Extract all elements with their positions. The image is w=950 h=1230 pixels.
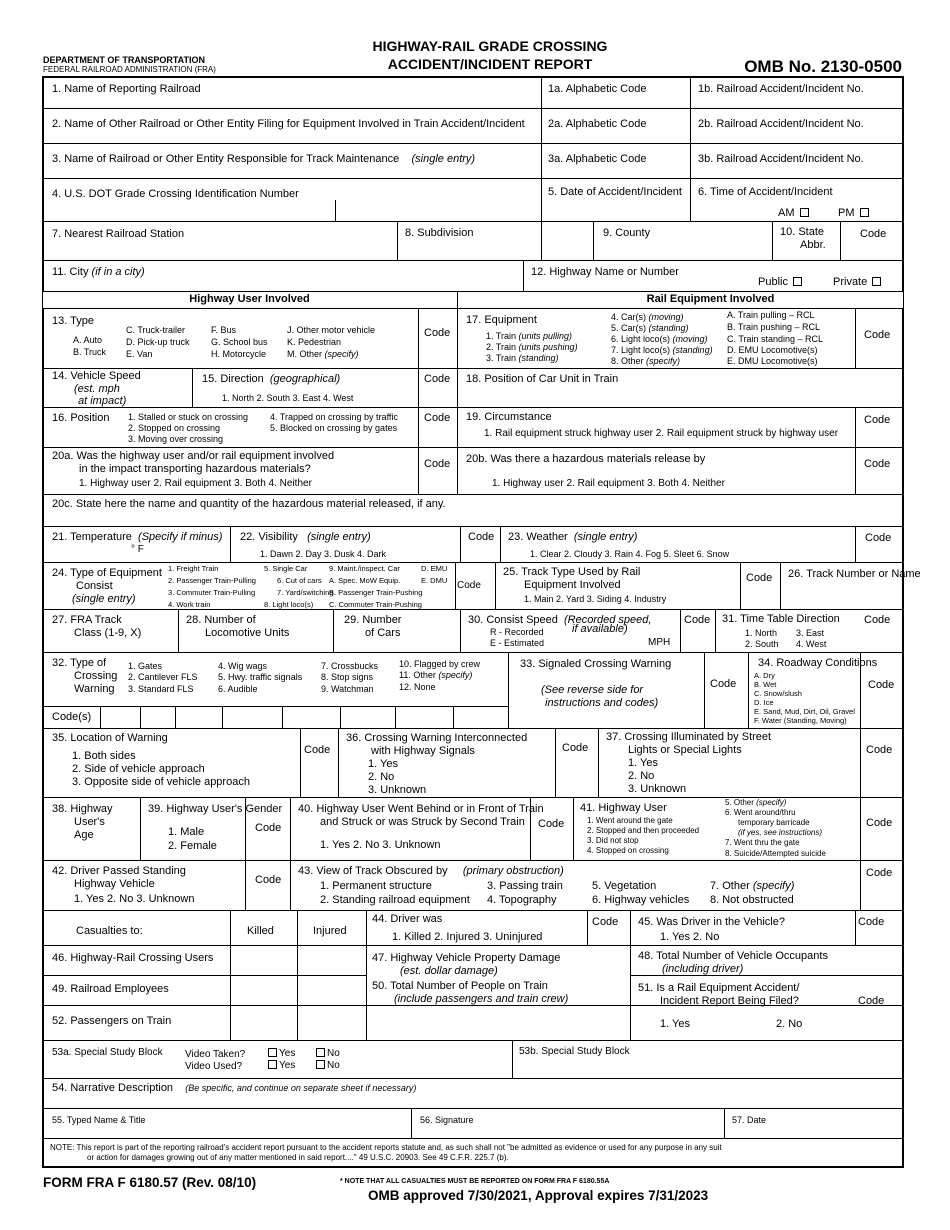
opt-13a: A. Auto — [73, 335, 103, 345]
opt-43-7: 7. Other — [710, 880, 750, 892]
opt-17-7-q: (standing) — [672, 345, 713, 355]
field-37-code: Code — [866, 744, 893, 756]
opt-17-c: C. Train standing – RCL — [727, 334, 824, 344]
opt-36-2: 2. No — [368, 771, 395, 783]
field-39-label: 39. Highway User's Gender — [148, 803, 283, 815]
field-38-label-2: User's — [74, 816, 105, 828]
opt-24-5: 5. Single Car — [264, 564, 308, 573]
video-taken-label: Video Taken? — [185, 1049, 246, 1060]
field-35-label: 35. Location of Warning — [52, 732, 168, 744]
opt-17-d: D. EMU Locomotive(s) — [727, 345, 818, 355]
opt-41-1: 1. Went around the gate — [587, 816, 673, 825]
video-used-no-checkbox[interactable] — [316, 1060, 325, 1069]
opt-16-3: 3. Moving over crossing — [128, 434, 224, 444]
field-35-code: Code — [304, 744, 331, 756]
opt-41-5: 5. Other — [725, 798, 754, 807]
field-17-code: Code — [864, 329, 891, 341]
opt-35-2: 2. Side of vehicle approach — [72, 763, 205, 775]
opt-32-1: 1. Gates — [128, 661, 163, 671]
casualty-note: * NOTE THAT ALL CASUALTIES MUST BE REPORTED ON FORM FRA F 6180.55A — [340, 1178, 610, 1185]
legal-note-1: NOTE: This report is part of the reporting railroad's accident report pursuant to the accident reports statute and, as such shall not "be admitted as evidence or used for any purpose in any suit — [50, 1143, 722, 1152]
opt-13f: F. Bus — [211, 325, 237, 335]
opt-34-e: E. Sand, Mud, Dirt, Oil, Gravel — [754, 707, 855, 716]
agency-name: FEDERAL RAILROAD ADMINISTRATION (FRA) — [43, 65, 216, 74]
field-45-options: 1. Yes 2. No — [660, 931, 720, 943]
opt-17-8: 8. Other — [611, 356, 644, 366]
opt-13g: G. School bus — [211, 337, 268, 347]
video-used-label: Video Used? — [185, 1061, 243, 1072]
specify-note-41: (specify) — [756, 798, 787, 807]
omb-number: OMB No. 2130-0500 — [744, 57, 902, 76]
field-27-label: 27. FRA Track — [52, 614, 122, 626]
field-57-label: 57. Date — [732, 1115, 767, 1125]
field-20b-options: 1. Highway user 2. Rail equipment 3. Both 4. Neither — [492, 478, 725, 489]
field-44-label: 44. Driver was — [372, 913, 443, 925]
opt-17-8-q: (specify) — [646, 356, 681, 366]
field-19-options: 1. Rail equipment struck highway user 2. Rail equipment struck by highway user — [484, 428, 839, 439]
omb-approval: OMB approved 7/30/2021, Approval expires 7/31/2023 — [368, 1188, 709, 1203]
field-51-yes: 1. Yes — [660, 1018, 690, 1030]
opt-17-a: A. Train pulling – RCL — [727, 310, 815, 320]
legal-note-2: or action for damages growing out of any matter mentioned in said report...." 49 U.S.C. 20903. See 49 C.F.R. 225.7 (b). — [87, 1153, 509, 1162]
field-34-code: Code — [868, 679, 895, 691]
opt-32-5: 5. Hwy. traffic signals — [218, 672, 303, 682]
opt-17-2: 2. Train — [486, 342, 517, 352]
opt-31-2: 2. South — [745, 639, 779, 649]
opt-24-7: 7. Yard/switching — [277, 588, 334, 597]
field-30-estimated: E - Estimated — [490, 638, 545, 648]
field-16-label: 16. Position — [52, 412, 110, 424]
opt-32-11: 11. Other — [399, 670, 436, 680]
field-3-label: 3. Name of Railroad or Other Entity Responsible for Track Maintenance — [52, 153, 400, 165]
opt-32-9: 9. Watchman — [321, 684, 374, 694]
opt-31-1: 1. North — [745, 628, 778, 638]
field-23-label: 23. Weather — [508, 531, 568, 543]
field-46-label: 46. Highway-Rail Crossing Users — [52, 952, 214, 964]
opt-37-3: 3. Unknown — [628, 783, 687, 795]
field-30-code: Code — [684, 614, 711, 626]
am-checkbox[interactable] — [800, 208, 809, 217]
field-51-code: Code — [858, 995, 885, 1007]
field-11-label: 11. City — [52, 266, 89, 278]
opt-39-2: 2. Female — [168, 840, 217, 852]
opt-17-6: 6. Light loco(s) — [611, 334, 671, 344]
opt-43-2: 2. Standing railroad equipment — [320, 894, 470, 906]
field-32-label: 32. Type of — [52, 657, 107, 669]
field-21-label: 21. Temperature — [52, 531, 132, 543]
field-10-abbr: Abbr. — [800, 239, 826, 251]
opt-37-1: 1. Yes — [628, 757, 658, 769]
field-44-options: 1. Killed 2. Injured 3. Uninjured — [392, 931, 543, 943]
opt-32-4: 4. Wig wags — [218, 661, 268, 671]
opt-31-3: 3. East — [796, 628, 825, 638]
field-33-code: Code — [710, 678, 737, 690]
fahrenheit-label: F — [137, 544, 144, 555]
opt-32-8: 8. Stop signs — [321, 672, 374, 682]
field-43-label: 43. View of Track Obscured by — [298, 865, 448, 877]
field-41-code: Code — [866, 817, 893, 829]
public-label: Public — [758, 276, 788, 288]
field-25-label-2: Equipment Involved — [524, 579, 621, 591]
killed-header: Killed — [247, 925, 274, 937]
field-36-label-2: with Highway Signals — [371, 745, 475, 757]
opt-32-7: 7. Crossbucks — [321, 661, 379, 671]
field-3a-label: 3a. Alphabetic Code — [548, 153, 647, 165]
opt-17-b: B. Train pushing – RCL — [727, 322, 821, 332]
field-23-options: 1. Clear 2. Cloudy 3. Rain 4. Fog 5. Sleet 6. Snow — [530, 549, 730, 559]
specify-note-43: (specify) — [752, 880, 795, 892]
field-14-label: 14. Vehicle Speed — [52, 370, 141, 382]
video-taken-no-checkbox[interactable] — [316, 1048, 325, 1057]
video-used-no-label: No — [327, 1060, 340, 1071]
opt-39-1: 1. Male — [168, 826, 205, 838]
field-36-code: Code — [562, 742, 589, 754]
field-22-note: (single entry) — [307, 531, 371, 543]
field-33-label: 33. Signaled Crossing Warning — [520, 658, 672, 670]
field-33-note-2: instructions and codes) — [545, 697, 659, 709]
field-23-code: Code — [865, 532, 892, 544]
field-42-label: 42. Driver Passed Standing — [52, 865, 186, 877]
field-50-note: (include passengers and train crew) — [394, 993, 569, 1005]
field-15-note: (geographical) — [269, 373, 341, 385]
field-53a-label: 53a. Special Study Block — [52, 1047, 163, 1058]
opt-16-4: 4. Trapped on crossing by traffic — [270, 412, 398, 422]
field-22-label: 22. Visibility — [240, 531, 298, 543]
degree-symbol: ° — [131, 544, 135, 555]
field-39-code: Code — [255, 822, 282, 834]
field-5-label: 5. Date of Accident/Incident — [548, 186, 682, 198]
opt-13k: K. Pedestrian — [287, 337, 342, 347]
opt-24-2: 2. Passenger Train-Pulling — [168, 576, 256, 585]
field-43-note: (primary obstruction) — [462, 865, 564, 877]
field-31-code: Code — [864, 614, 891, 626]
opt-24-9: 9. Maint./inspect. Car — [329, 564, 400, 573]
field-22-options: 1. Dawn 2. Day 3. Dusk 4. Dark — [260, 549, 387, 559]
opt-16-1: 1. Stalled or stuck on crossing — [128, 412, 249, 422]
field-48-label: 48. Total Number of Vehicle Occupants — [638, 950, 828, 962]
opt-35-3: 3. Opposite side of vehicle approach — [72, 776, 250, 788]
field-28-label: 28. Number of — [186, 614, 256, 626]
field-36-label: 36. Crossing Warning Interconnected — [346, 732, 528, 744]
field-29-label-2: of Cars — [365, 627, 401, 639]
opt-41-2: 2. Stopped and then proceeded — [587, 826, 700, 835]
opt-13c: C. Truck-trailer — [126, 325, 186, 335]
opt-13h: H. Motorcycle — [211, 349, 267, 359]
opt-31-4: 4. West — [796, 639, 827, 649]
field-56-label: 56. Signature — [420, 1115, 474, 1125]
field-25-label: 25. Track Type Used by Rail — [503, 566, 641, 578]
injured-header: Injured — [313, 925, 347, 937]
field-30-note-2: if available) — [572, 623, 628, 635]
field-25-options: 1. Main 2. Yard 3. Siding 4. Industry — [524, 594, 667, 604]
field-4-label: 4. U.S. DOT Grade Crossing Identification Number — [52, 188, 299, 200]
opt-17-5-q: (standing) — [648, 323, 689, 333]
field-3b-label: 3b. Railroad Accident/Incident No. — [698, 153, 864, 165]
opt-34-b: B. Wet — [754, 680, 777, 689]
field-3-note: (single entry) — [411, 153, 476, 165]
field-29-label: 29. Number — [344, 614, 402, 626]
field-32-codes: Code(s) — [52, 711, 92, 723]
opt-34-f: F. Water (Standing, Moving) — [754, 716, 847, 725]
field-47-label: 47. Highway Vehicle Property Damage — [372, 952, 561, 964]
form-title-1: HIGHWAY-RAIL GRADE CROSSING — [372, 38, 608, 54]
field-9-label: 9. County — [603, 227, 651, 239]
video-taken-yes-checkbox[interactable] — [268, 1048, 277, 1057]
opt-41-7: 7. Went thru the gate — [725, 838, 800, 847]
opt-43-5: 5. Vegetation — [592, 880, 657, 892]
field-51-no: 2. No — [776, 1018, 803, 1030]
opt-43-1: 1. Permanent structure — [320, 880, 432, 892]
field-48-note: (including driver) — [662, 963, 744, 975]
opt-24-6: 6. Cut of cars — [277, 576, 322, 585]
opt-43-4: 4. Topography — [487, 894, 557, 906]
opt-17-6-q: (moving) — [672, 334, 708, 344]
field-40-options: 1. Yes 2. No 3. Unknown — [320, 839, 441, 851]
private-label: Private — [833, 276, 868, 288]
opt-17-e: E. DMU Locomotive(s) — [727, 356, 818, 366]
field-47-note: (est. dollar damage) — [400, 965, 498, 977]
field-2a-label: 2a. Alphabetic Code — [548, 118, 647, 130]
video-taken-yes-label: Yes — [279, 1048, 296, 1059]
field-16-code: Code — [424, 412, 451, 424]
opt-24-d: D. EMU — [421, 564, 448, 573]
field-51-label: 51. Is a Rail Equipment Accident/ — [638, 982, 800, 994]
field-15-code: Code — [424, 373, 451, 385]
video-used-yes-checkbox[interactable] — [268, 1060, 277, 1069]
field-25-code: Code — [746, 572, 773, 584]
field-42-options: 1. Yes 2. No 3. Unknown — [74, 893, 195, 905]
opt-17-2-q: (units pushing) — [518, 342, 578, 352]
field-23-note: (single entry) — [573, 531, 638, 543]
field-54-note: (Be specific, and continue on separate sheet if necessary) — [185, 1083, 417, 1093]
field-40-code: Code — [538, 818, 565, 830]
opt-41-8: 8. Suicide/Attempted suicide — [725, 849, 826, 858]
opt-24-c: C. Commuter Train-Pushing — [329, 600, 422, 609]
opt-24-1: 1. Freight Train — [168, 564, 219, 573]
field-55-label: 55. Typed Name & Title — [52, 1115, 146, 1125]
field-24-consist: Consist — [76, 580, 113, 592]
opt-43-8: 8. Not obstructed — [710, 894, 794, 906]
opt-17-1: 1. Train — [486, 331, 517, 341]
field-30-note: (Recorded speed, — [564, 614, 652, 626]
opt-24-4: 4. Work train — [168, 600, 211, 609]
opt-17-1-q: (units pulling) — [518, 331, 573, 341]
field-20a-code: Code — [424, 458, 451, 470]
field-17-label: 17. Equipment — [466, 314, 537, 326]
opt-24-8: 8. Light loco(s) — [264, 600, 314, 609]
opt-17-4-q: (moving) — [648, 312, 684, 322]
field-30-mph: MPH — [648, 637, 671, 648]
field-20a-label-2: in the impact transporting hazardous materials? — [79, 463, 311, 475]
opt-35-1: 1. Both sides — [72, 750, 136, 762]
field-53b-label: 53b. Special Study Block — [519, 1046, 630, 1057]
field-54-label: 54. Narrative Description — [52, 1082, 174, 1094]
pm-label: PM — [838, 207, 855, 219]
field-38-label: 38. Highway — [52, 803, 113, 815]
field-20c-label: 20c. State here the name and quantity of the hazardous material released, if any. — [52, 498, 446, 510]
field-42-label-2: Highway Vehicle — [74, 878, 155, 890]
field-50-label: 50. Total Number of People on Train — [372, 980, 548, 992]
opt-37-2: 2. No — [628, 770, 655, 782]
opt-16-5: 5. Blocked on crossing by gates — [270, 423, 398, 433]
opt-32-3: 3. Standard FLS — [128, 684, 194, 694]
field-13-label: 13. Type — [52, 315, 94, 327]
field-27-label-2: Class (1-9, X) — [74, 627, 142, 639]
opt-36-1: 1. Yes — [368, 758, 398, 770]
field-40-label-2: and Struck or was Struck by Second Train — [320, 816, 525, 828]
field-52-label: 52. Passengers on Train — [52, 1015, 172, 1027]
opt-24-3: 3. Commuter Train-Pulling — [168, 588, 256, 597]
opt-17-3: 3. Train — [486, 353, 517, 363]
opt-32-12: 12. None — [399, 682, 436, 692]
field-32-label-2: Crossing — [74, 670, 118, 682]
opt-41-6b: temporary barricade — [738, 818, 810, 827]
opt-24-b: B. Passenger Train-Pushing — [329, 588, 423, 597]
field-30-recorded: R - Recorded — [490, 627, 544, 637]
field-13-code: Code — [424, 327, 451, 339]
field-31-label: 31. Time Table Direction — [722, 613, 840, 625]
field-1a-label: 1a. Alphabetic Code — [548, 83, 647, 95]
field-24-note: (single entry) — [72, 593, 136, 605]
field-42-code: Code — [255, 874, 282, 886]
field-15-options: 1. North 2. South 3. East 4. West — [222, 393, 354, 403]
specify-note: (specify) — [324, 349, 359, 359]
opt-17-4: 4. Car(s) — [611, 312, 647, 322]
opt-32-2: 2. Cantilever FLS — [128, 672, 198, 682]
field-7-label: 7. Nearest Railroad Station — [52, 228, 185, 240]
opt-43-6: 6. Highway vehicles — [592, 894, 690, 906]
field-34-label: 34. Roadway Conditions — [758, 657, 878, 669]
field-22-code: Code — [468, 531, 495, 543]
field-14-note-2: at impact) — [78, 395, 127, 407]
dept-name: DEPARTMENT OF TRANSPORTATION — [43, 55, 205, 65]
field-20b-label: 20b. Was there a hazardous materials release by — [466, 453, 706, 465]
opt-16-2: 2. Stopped on crossing — [128, 423, 221, 433]
opt-43-3: 3. Passing train — [487, 880, 563, 892]
am-label: AM — [778, 207, 795, 219]
opt-13m: M. Other — [287, 349, 323, 359]
field-37-label-2: Lights or Special Lights — [628, 744, 742, 756]
field-6-label: 6. Time of Accident/Incident — [698, 186, 833, 198]
opt-13d: D. Pick-up truck — [126, 337, 190, 347]
opt-32-10: 10. Flagged by crew — [399, 659, 481, 669]
field-45-label: 45. Was Driver in the Vehicle? — [638, 916, 785, 928]
field-28-label-2: Locomotive Units — [205, 627, 290, 639]
field-14-note-1: (est. mph — [74, 383, 120, 395]
opt-13e: E. Van — [126, 349, 153, 359]
field-45-code: Code — [858, 916, 885, 928]
field-38-label-3: Age — [74, 829, 94, 841]
field-20a-options: 1. Highway user 2. Rail equipment 3. Both 4. Neither — [79, 478, 312, 489]
field-10-label: 10. State — [780, 226, 825, 238]
field-51-label-2: Incident Report Being Filed? — [660, 995, 799, 1007]
field-43-code: Code — [866, 867, 893, 879]
opt-17-5: 5. Car(s) — [611, 323, 647, 333]
field-18-label: 18. Position of Car Unit in Train — [466, 373, 619, 385]
pm-checkbox[interactable] — [860, 208, 869, 217]
field-8-label: 8. Subdivision — [405, 227, 474, 239]
opt-36-3: 3. Unknown — [368, 784, 427, 796]
opt-41-4: 4. Stopped on crossing — [587, 846, 669, 855]
field-19-code: Code — [864, 414, 891, 426]
field-24-label: 24. Type of Equipment — [52, 567, 162, 579]
public-checkbox[interactable] — [793, 277, 802, 286]
field-20a-label: 20a. Was the highway user and/or rail equipment involved — [52, 450, 335, 462]
opt-13b: B. Truck — [73, 347, 107, 357]
opt-24-a: A. Spec. MoW Equip. — [329, 576, 401, 585]
field-49-label: 49. Railroad Employees — [52, 983, 169, 995]
opt-34-d: D. Ice — [754, 698, 774, 707]
opt-41-6c: (if yes, see instructions) — [738, 828, 823, 837]
highway-section-header: Highway User Involved — [189, 293, 310, 305]
field-2b-label: 2b. Railroad Accident/Incident No. — [698, 118, 864, 130]
field-24-code: Code — [457, 580, 481, 591]
field-19-label: 19. Circumstance — [466, 411, 552, 423]
field-32-label-3: Warning — [74, 683, 115, 695]
video-taken-no-label: No — [327, 1048, 340, 1059]
field-12-label: 12. Highway Name or Number — [531, 266, 679, 278]
field-33-note: (See reverse side for — [541, 684, 644, 696]
field-21-note: (Specify if minus) — [138, 531, 223, 543]
opt-34-a: A. Dry — [754, 671, 775, 680]
opt-32-6: 6. Audible — [218, 684, 258, 694]
opt-24-e: E. DMU — [421, 576, 448, 585]
rail-section-header: Rail Equipment Involved — [646, 293, 775, 305]
opt-17-3-q: (standing) — [518, 353, 559, 363]
field-2-label: 2. Name of Other Railroad or Other Entity Filing for Equipment Involved in Train Accident/Incident — [52, 118, 525, 130]
field-1-label: 1. Name of Reporting Railroad — [52, 83, 201, 95]
field-37-label: 37. Crossing Illuminated by Street — [606, 731, 772, 743]
field-26-label: 26. Track Number or Name — [788, 568, 921, 580]
field-30-label: 30. Consist Speed — [468, 614, 558, 626]
opt-41-3: 3. Did not stop — [587, 836, 639, 845]
field-15-label: 15. Direction — [202, 373, 264, 385]
specify-note-32: (specify) — [438, 670, 473, 680]
form-title-2: ACCIDENT/INCIDENT REPORT — [387, 56, 593, 72]
private-checkbox[interactable] — [872, 277, 881, 286]
field-11-note: (if in a city) — [91, 266, 145, 278]
casualties-label: Casualties to: — [76, 925, 143, 937]
opt-17-7: 7. Light loco(s) — [611, 345, 671, 355]
opt-34-c: C. Snow/slush — [754, 689, 802, 698]
form-number: FORM FRA F 6180.57 (Rev. 08/10) — [43, 1175, 257, 1190]
field-44-code: Code — [592, 916, 619, 928]
field-1b-label: 1b. Railroad Accident/Incident No. — [698, 83, 864, 95]
field-20b-code: Code — [864, 458, 891, 470]
opt-41-6: 6. Went around/thru — [725, 808, 796, 817]
opt-13j: J. Other motor vehicle — [287, 325, 376, 335]
field-41-label: 41. Highway User — [580, 802, 667, 814]
field-10-code: Code — [860, 228, 887, 240]
field-40-label: 40. Highway User Went Behind or in Front of Train — [298, 803, 544, 815]
video-used-yes-label: Yes — [279, 1060, 296, 1071]
